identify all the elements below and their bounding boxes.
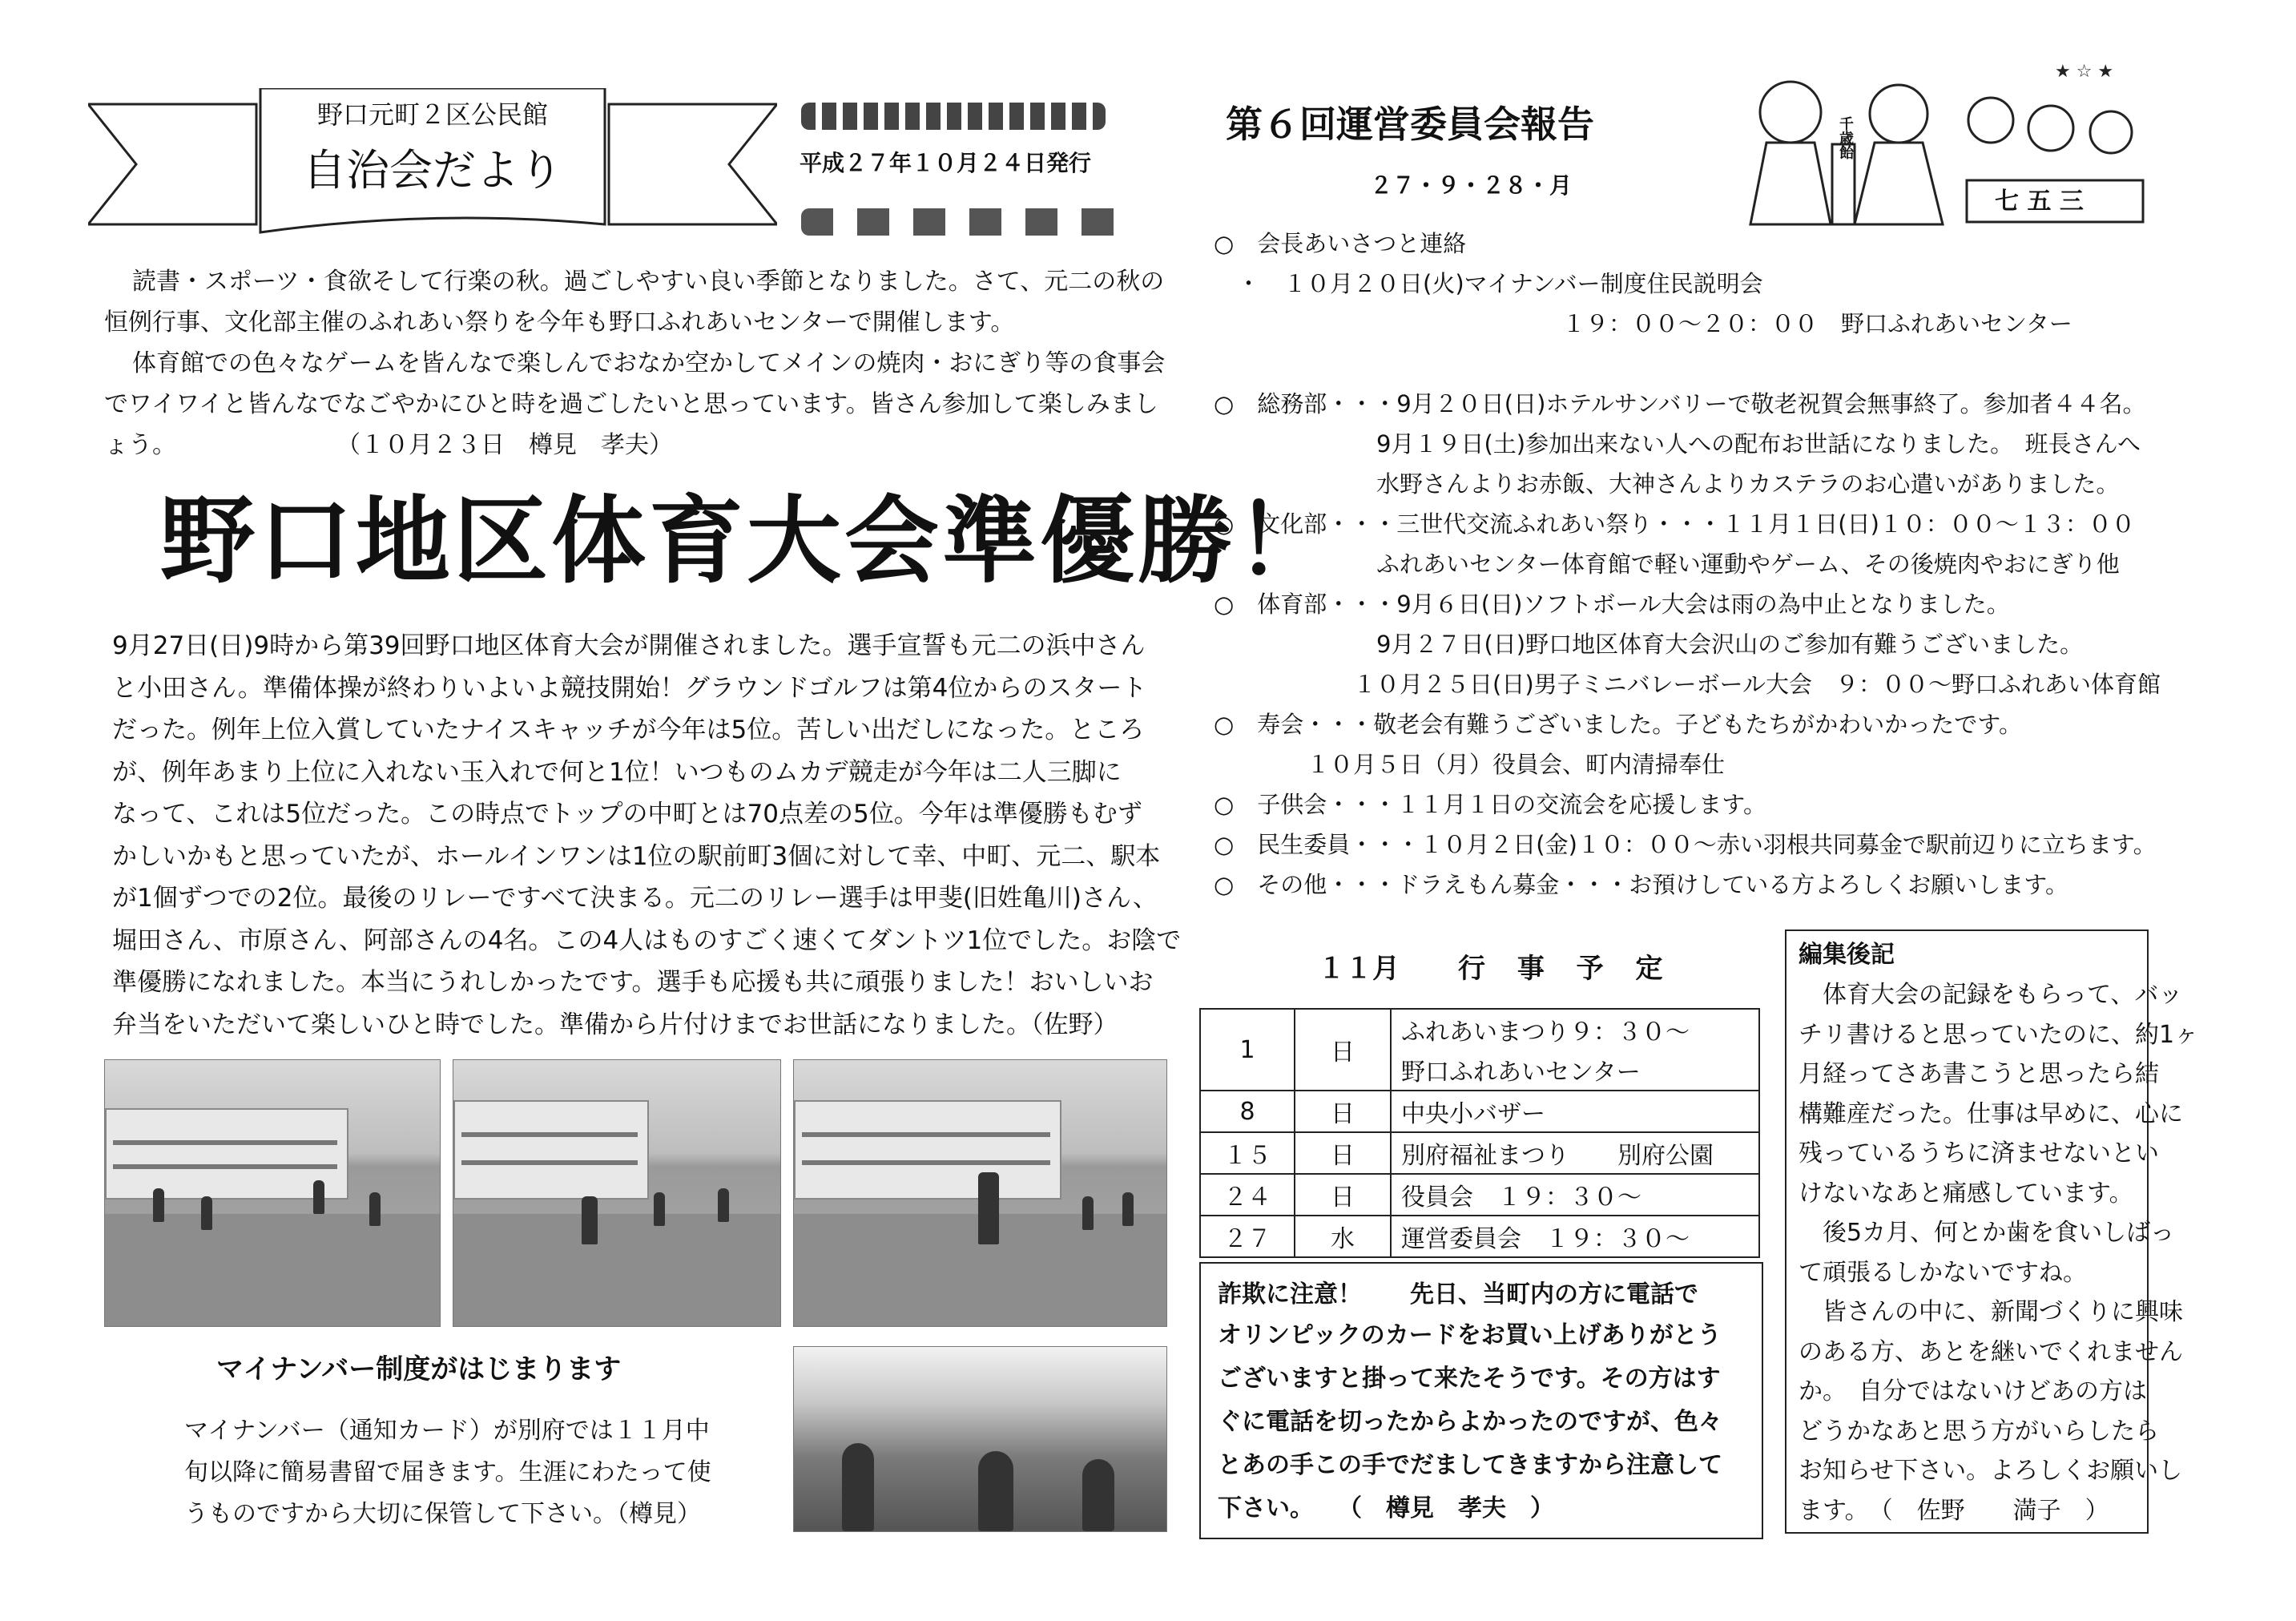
editor-line: どうかなあと思う方がいらしたら <box>1799 1417 2159 1446</box>
editor-line: 月経ってさあ書こうと思ったら結 <box>1799 1060 2159 1088</box>
report-line: １９：００～２０：００ 野口ふれあいセンター <box>1214 310 2072 337</box>
editor-line: 構難産だった。仕事は早めに、心に <box>1799 1099 2183 1128</box>
shichigosan-illustration <box>1734 64 2167 232</box>
fraud-line: ございますと掛って来たそうです。その方はす <box>1218 1365 1721 1393</box>
schedule-dow: 日 <box>1295 1091 1391 1132</box>
fraud-line: オリンピックのカードをお買い上げありがとう <box>1218 1321 1722 1349</box>
schedule-day: １５ <box>1200 1132 1295 1174</box>
fraud-line: 下さい。 （ 樽見 孝夫 ） <box>1218 1494 1554 1522</box>
fraud-first-line: 先日、当町内の方に電話で <box>1410 1280 1698 1308</box>
schedule-event: 野口ふれあいセンター <box>1391 1050 1759 1091</box>
schedule-event: 別府福祉まつり 別府公園 <box>1391 1132 1759 1174</box>
mynumber-line: 旬以降に簡易書留で届きます。生涯にわたって使 <box>184 1458 711 1486</box>
sports-headline: 野口地区体育大会準優勝！ <box>160 486 1334 596</box>
editor-line: 体育大会の記録をもらって、バッ <box>1799 981 2183 1009</box>
report-line: ・ １０月２０日(火)マイナンバー制度住民説明会 <box>1214 270 1763 297</box>
schedule-row <box>1200 1091 1759 1132</box>
editor-line: お知らせ下さい。よろしくお願いし <box>1799 1457 2183 1485</box>
schedule-day: 8 <box>1200 1091 1295 1132</box>
report-line: 9月１９日(土)参加出来ない人への配布お世話になりました。 班長さんへ <box>1214 430 2141 458</box>
report-title: 第６回運営委員会報告 <box>1226 103 1594 146</box>
decorative-border-top <box>801 103 1106 130</box>
editor-line: チリ書けると思っていたのに、約1ヶ <box>1799 1020 2199 1049</box>
schedule-month: １１月 <box>1318 953 1400 985</box>
sports-line: が1個ずつでの2位。最後のリレーですべて決まる。元二のリレー選手は甲斐(旧姓亀川)さん、 <box>112 884 1158 913</box>
report-line: ○ 体育部・・・9月６日(日)ソフトボール大会は雨の為中止となりました。 <box>1214 591 2010 618</box>
intro-signature: （１０月２３日 樽見 孝夫） <box>336 431 673 459</box>
fraud-line: ぐに電話を切ったからよかったのですが、色々 <box>1218 1408 1722 1436</box>
sports-line: だった。例年上位入賞していたナイスキャッチが今年は5位。苦しい出だしになった。ところ <box>112 716 1145 744</box>
decorative-border-bottom <box>801 208 1122 236</box>
schedule-event: 役員会 １９：３０～ <box>1391 1174 1759 1216</box>
fraud-line: とあの手この手でだましてきますから注意して <box>1218 1451 1722 1479</box>
editor-line: 皆さんの中に、新聞づくりに興味 <box>1799 1298 2183 1326</box>
schedule-day: 1 <box>1200 1009 1295 1091</box>
report-line: ○ 寿会・・・敬老会有難うございました。子どもたちがかわいかったです。 <box>1214 711 2022 738</box>
fraud-heading: 詐欺に注意！ <box>1218 1280 1362 1308</box>
photo-tent-gathering <box>793 1346 1167 1532</box>
photo-athletics-1 <box>104 1059 441 1327</box>
report-line: 9月２７日(日)野口地区体育大会沢山のご参加有難うございました。 <box>1214 631 2084 658</box>
org-name: 野口元町２区公民館 <box>316 99 548 130</box>
editor-line: か。 自分ではないけどあの方は <box>1799 1377 2147 1405</box>
editor-line: て頑張るしかないですね。 <box>1799 1258 2087 1287</box>
intro-line: でワイワイと皆んなでなごやかにひと時を過ごしたいと思っています。皆さん参加して楽しみまし <box>104 390 1158 418</box>
mynumber-line: うものですから大切に保管して下さい。（樽見） <box>184 1500 701 1528</box>
editor-line: 残っているうちに済ませないとい <box>1799 1139 2159 1167</box>
report-line: ○ その他・・・ドラえもん募金・・・お預けしている方よろしくお願いします。 <box>1214 871 2068 898</box>
sports-line: 9月27日(日)9時から第39回野口地区体育大会が開催されました。選手宣誓も元二の浜中さん <box>112 631 1146 660</box>
report-line: ふれあいセンター体育館で軽い運動やゲーム、その後焼肉やおにぎり他 <box>1214 550 2120 578</box>
schedule-dow: 水 <box>1295 1216 1391 1257</box>
schedule-event: 中央小バザー <box>1391 1091 1759 1132</box>
mynumber-heading: マイナンバー制度がはじまります <box>216 1353 622 1385</box>
schedule-row <box>1200 1132 1759 1174</box>
editor-heading: 編集後記 <box>1799 941 1895 969</box>
sports-line: 準優勝になれました。本当にうれしかったです。選手も応援も共に頑張りました！おいしいお <box>112 968 1154 997</box>
sports-line: かしいかもと思っていたが、ホールインワンは1位の駅前町3個に対して幸、中町、元二、駅本 <box>112 841 1161 871</box>
schedule-dow: 日 <box>1295 1174 1391 1216</box>
schedule-row <box>1200 1174 1759 1216</box>
intro-line: ょう。 <box>104 431 176 459</box>
editor-line: のある方、あとを継いでくれません <box>1799 1337 2183 1366</box>
schedule-title: 行 事 予 定 <box>1458 953 1674 985</box>
schedule-event: ふれあいまつり９：３０～ <box>1391 1009 1759 1050</box>
schedule-day: ２４ <box>1200 1174 1295 1216</box>
editor-line: ます。 （ 佐野 満子 ） <box>1799 1496 2109 1525</box>
photo-athletics-2 <box>453 1059 781 1327</box>
sports-line: と小田さん。準備体操が終わりいよいよ競技開始！グラウンドゴルフは第4位からのスタート <box>112 673 1147 703</box>
chitose-ame-label: 千歳飴 <box>1837 116 1854 159</box>
sports-line: なって、これは5位だった。この時点でトップの中町とは70点差の5位。今年は準優勝もむず <box>112 800 1142 829</box>
sports-line: が、例年あまり上位に入れない玉入れで何と1位！いつものムカデ競走が今年は二人三脚に <box>112 757 1122 787</box>
intro-line: 体育館での色々なゲームを皆んなで楽しんでおなか空かしてメインの焼肉・おにぎり等の食事会 <box>132 349 1166 377</box>
intro-line: 恒例行事、文化部主催のふれあい祭りを今年も野口ふれあいセンターで開催します。 <box>104 308 1015 337</box>
report-date: ２７・９・２８・月 <box>1370 172 1573 199</box>
report-line: ○ 民生委員・・・１０月２日(金)１０：００～赤い羽根共同募金で駅前辺りに立ちます。 <box>1214 831 2157 858</box>
report-line: １０月５日（月）役員会、町内清掃奉仕 <box>1214 751 1726 778</box>
newsletter-title: 自治会だより <box>303 145 562 196</box>
schedule-event: 運営委員会 １９：３０～ <box>1391 1216 1759 1257</box>
issue-date: 平成２７年１０月２４日発行 <box>800 150 1092 176</box>
mynumber-line: マイナンバー（通知カード）が別府では１１月中 <box>184 1417 710 1445</box>
editor-line: 後5カ月、何とか歯を食いしばっ <box>1799 1219 2175 1247</box>
sports-line: 弁当をいただいて楽しいひと時でした。準備から片付けまでお世話になりました。（佐野） <box>112 1010 1118 1039</box>
intro-line: 読書・スポーツ・食欲そして行楽の秋。過ごしやすい良い季節となりました。さて、元二の秋の <box>132 268 1165 296</box>
svg-text:★ ☆ ★: ★ ☆ ★ <box>2055 64 2114 82</box>
report-line: ○ 子供会・・・１１月１日の交流会を応援します。 <box>1214 791 1766 818</box>
header-banner <box>260 88 605 240</box>
schedule-dow: 日 <box>1295 1009 1391 1091</box>
schedule-row <box>1200 1216 1759 1257</box>
report-line: 水野さんよりお赤飯、大神さんよりカステラのお心遣いがありました。 <box>1214 470 2120 498</box>
report-line: ○ 会長あいさつと連絡 <box>1214 230 1467 257</box>
sports-line: 堀田さん、市原さん、阿部さんの4名。この4人はものすごく速くてダントツ1位でした。お陰で <box>112 925 1182 955</box>
schedule-dow: 日 <box>1295 1132 1391 1174</box>
report-line: ○ 文化部・・・三世代交流ふれあい祭り・・・１１月１日(日)１０：００～１３：００ <box>1214 510 2135 538</box>
schedule-table <box>1199 1008 1760 1258</box>
shichigosan-label: 七 五 三 <box>1995 188 2084 216</box>
editor-line: けないなあと痛感しています。 <box>1799 1179 2133 1208</box>
report-line: ○ 総務部・・・9月２０日(日)ホテルサンバリーで敬老祝賀会無事終了。参加者４４名。 <box>1214 390 2146 417</box>
schedule-row <box>1200 1009 1759 1050</box>
report-line: １０月２５日(日)男子ミニバレーボール大会 ９：００～野口ふれあい体育館 <box>1214 671 2161 698</box>
photo-athletics-3 <box>793 1059 1167 1327</box>
schedule-day: ２７ <box>1200 1216 1295 1257</box>
